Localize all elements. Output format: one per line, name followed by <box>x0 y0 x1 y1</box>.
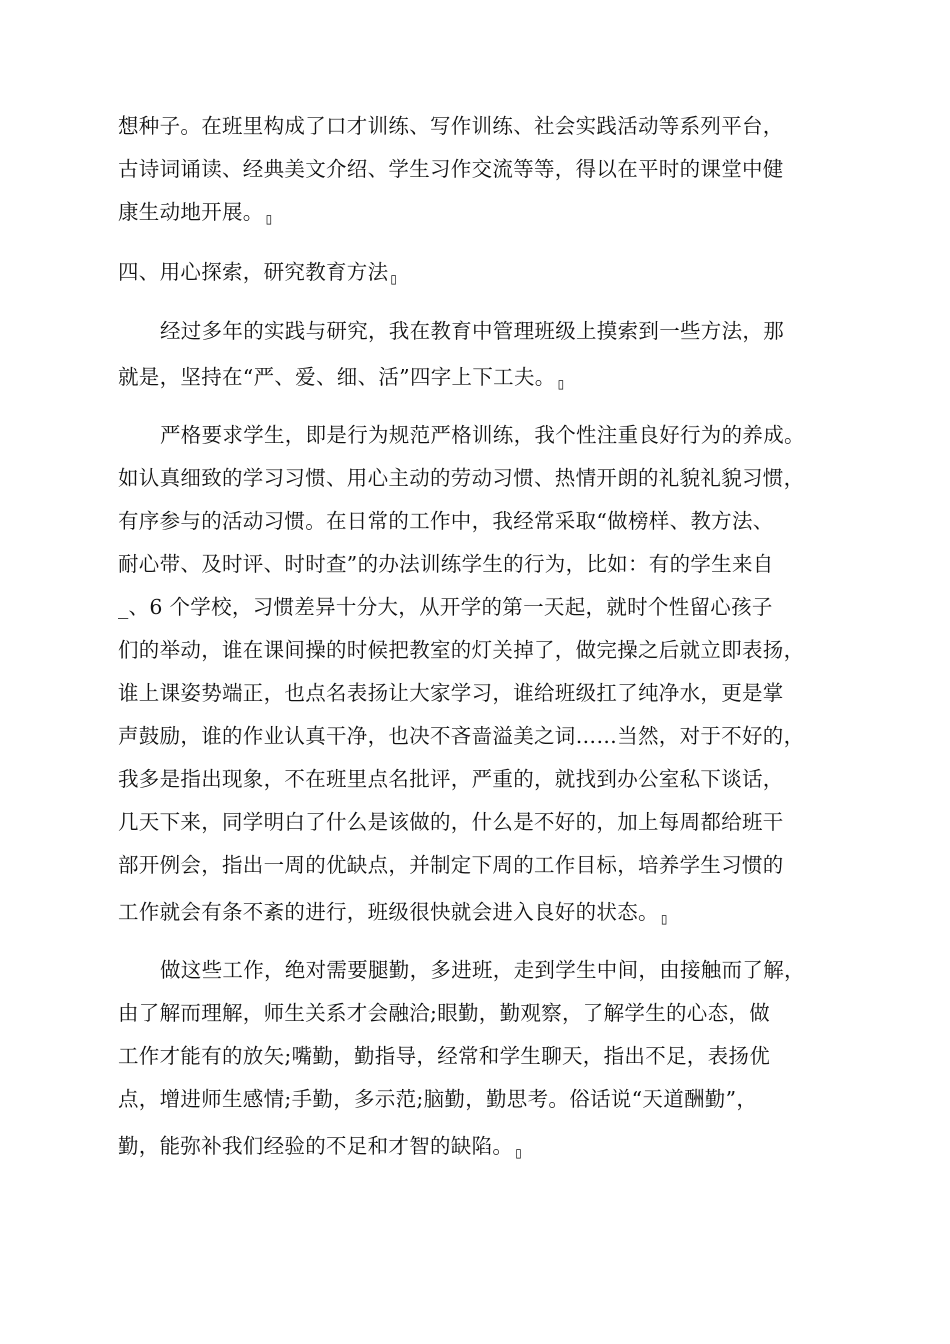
text-line <box>118 898 668 933</box>
text-line-content: 古诗词诵读、经典美文介绍、学生习作交流等等，得以在平时的课堂中健 <box>118 157 784 181</box>
text-line-content: 勤，能弥补我们经验的不足和才智的缺陷。 <box>118 1134 514 1158</box>
text-line <box>118 112 784 140</box>
text-line-content: 严格要求学生，即是行为规范严格训练，我个性注重良好行为的养成。 <box>160 423 805 447</box>
text-line <box>118 1132 522 1167</box>
text-line <box>118 1042 770 1070</box>
text-line <box>118 593 773 621</box>
text-line-content: _、6 个学校，习惯差异十分大，从开学的第一天起，就时个性留心孩子 <box>118 595 773 619</box>
text-line-content: 经过多年的实践与研究，我在教育中管理班级上摸索到一些方法，那 <box>160 319 784 343</box>
text-line <box>118 722 804 750</box>
text-line-content: 谁上课姿势端正，也点名表扬让大家学习，谁给班级扛了纯净水，更是掌 <box>118 681 784 705</box>
text-line-content: 工作就会有条不紊的进行，班级很快就会进入良好的状态。 <box>118 900 659 924</box>
text-line <box>118 464 804 492</box>
text-line-content: 部开例会，指出一周的优缺点，并制定下周的工作目标，培养学生习惯的 <box>118 853 784 877</box>
paragraph-mark-icon: ▯ <box>390 272 398 286</box>
text-line-content: 我多是指出现象，不在班里点名批评，严重的，就找到办公室私下谈话， <box>118 767 784 791</box>
text-line-content: 耐心带、及时评、时时查”的办法训练学生的行为，比如：有的学生来自 <box>118 552 774 576</box>
text-line <box>118 1085 757 1113</box>
paragraph-mark-icon: ▯ <box>265 212 273 226</box>
text-line-content: 点，增进师生感情;手勤，多示范;脑勤，勤思考。俗话说“天道酬勤”， <box>118 1087 758 1111</box>
text-line-content: 做这些工作，绝对需要腿勤，多进班，走到学生中间，由接触而了解， <box>160 958 805 982</box>
text-line <box>118 999 770 1027</box>
text-line-content: 有序参与的活动习惯。在日常的工作中，我经常采取“做榜样、教方法、 <box>118 509 774 533</box>
text-line <box>118 679 784 707</box>
text-line <box>160 421 805 449</box>
text-line <box>118 507 774 535</box>
text-line <box>118 363 564 398</box>
text-line <box>118 765 784 793</box>
section-heading-text: 四、用心探索，研究教育方法 <box>118 260 389 284</box>
text-line-content: 声鼓励，谁的作业认真干净，也决不吝啬溢美之词……当然，对于不好的， <box>118 724 805 748</box>
text-line-content: 就是，坚持在“严、爱、细、活”四字上下工夫。 <box>118 365 556 389</box>
text-line-content: 工作才能有的放矢;嘴勤，勤指导，经常和学生聊天，指出不足，表扬优 <box>118 1044 771 1068</box>
section-heading <box>118 258 397 293</box>
text-line <box>118 198 273 233</box>
paragraph-mark-icon: ▯ <box>515 1146 523 1160</box>
text-line <box>160 317 784 345</box>
text-line <box>160 956 805 984</box>
text-line-content: 康生动地开展。 <box>118 200 264 224</box>
text-line <box>118 851 784 879</box>
text-line-content: 们的举动，谁在课间操的时候把教室的灯关掉了，做完操之后就立即表扬， <box>118 638 805 662</box>
text-line-content: 由了解而理解，师生关系才会融洽;眼勤，勤观察，了解学生的心态，做 <box>118 1001 771 1025</box>
paragraph-mark-icon: ▯ <box>557 377 565 391</box>
text-line <box>118 550 774 578</box>
text-line <box>118 636 804 664</box>
text-line <box>118 155 784 183</box>
text-line <box>118 808 784 836</box>
text-line-content: 想种子。在班里构成了口才训练、写作训练、社会实践活动等系列平台， <box>118 114 784 138</box>
paragraph-mark-icon: ▯ <box>660 912 668 926</box>
text-line-content: 几天下来，同学明白了什么是该做的，什么是不好的，加上每周都给班干 <box>118 810 784 834</box>
text-line-content: 如认真细致的学习习惯、用心主动的劳动习惯、热情开朗的礼貌礼貌习惯， <box>118 466 805 490</box>
